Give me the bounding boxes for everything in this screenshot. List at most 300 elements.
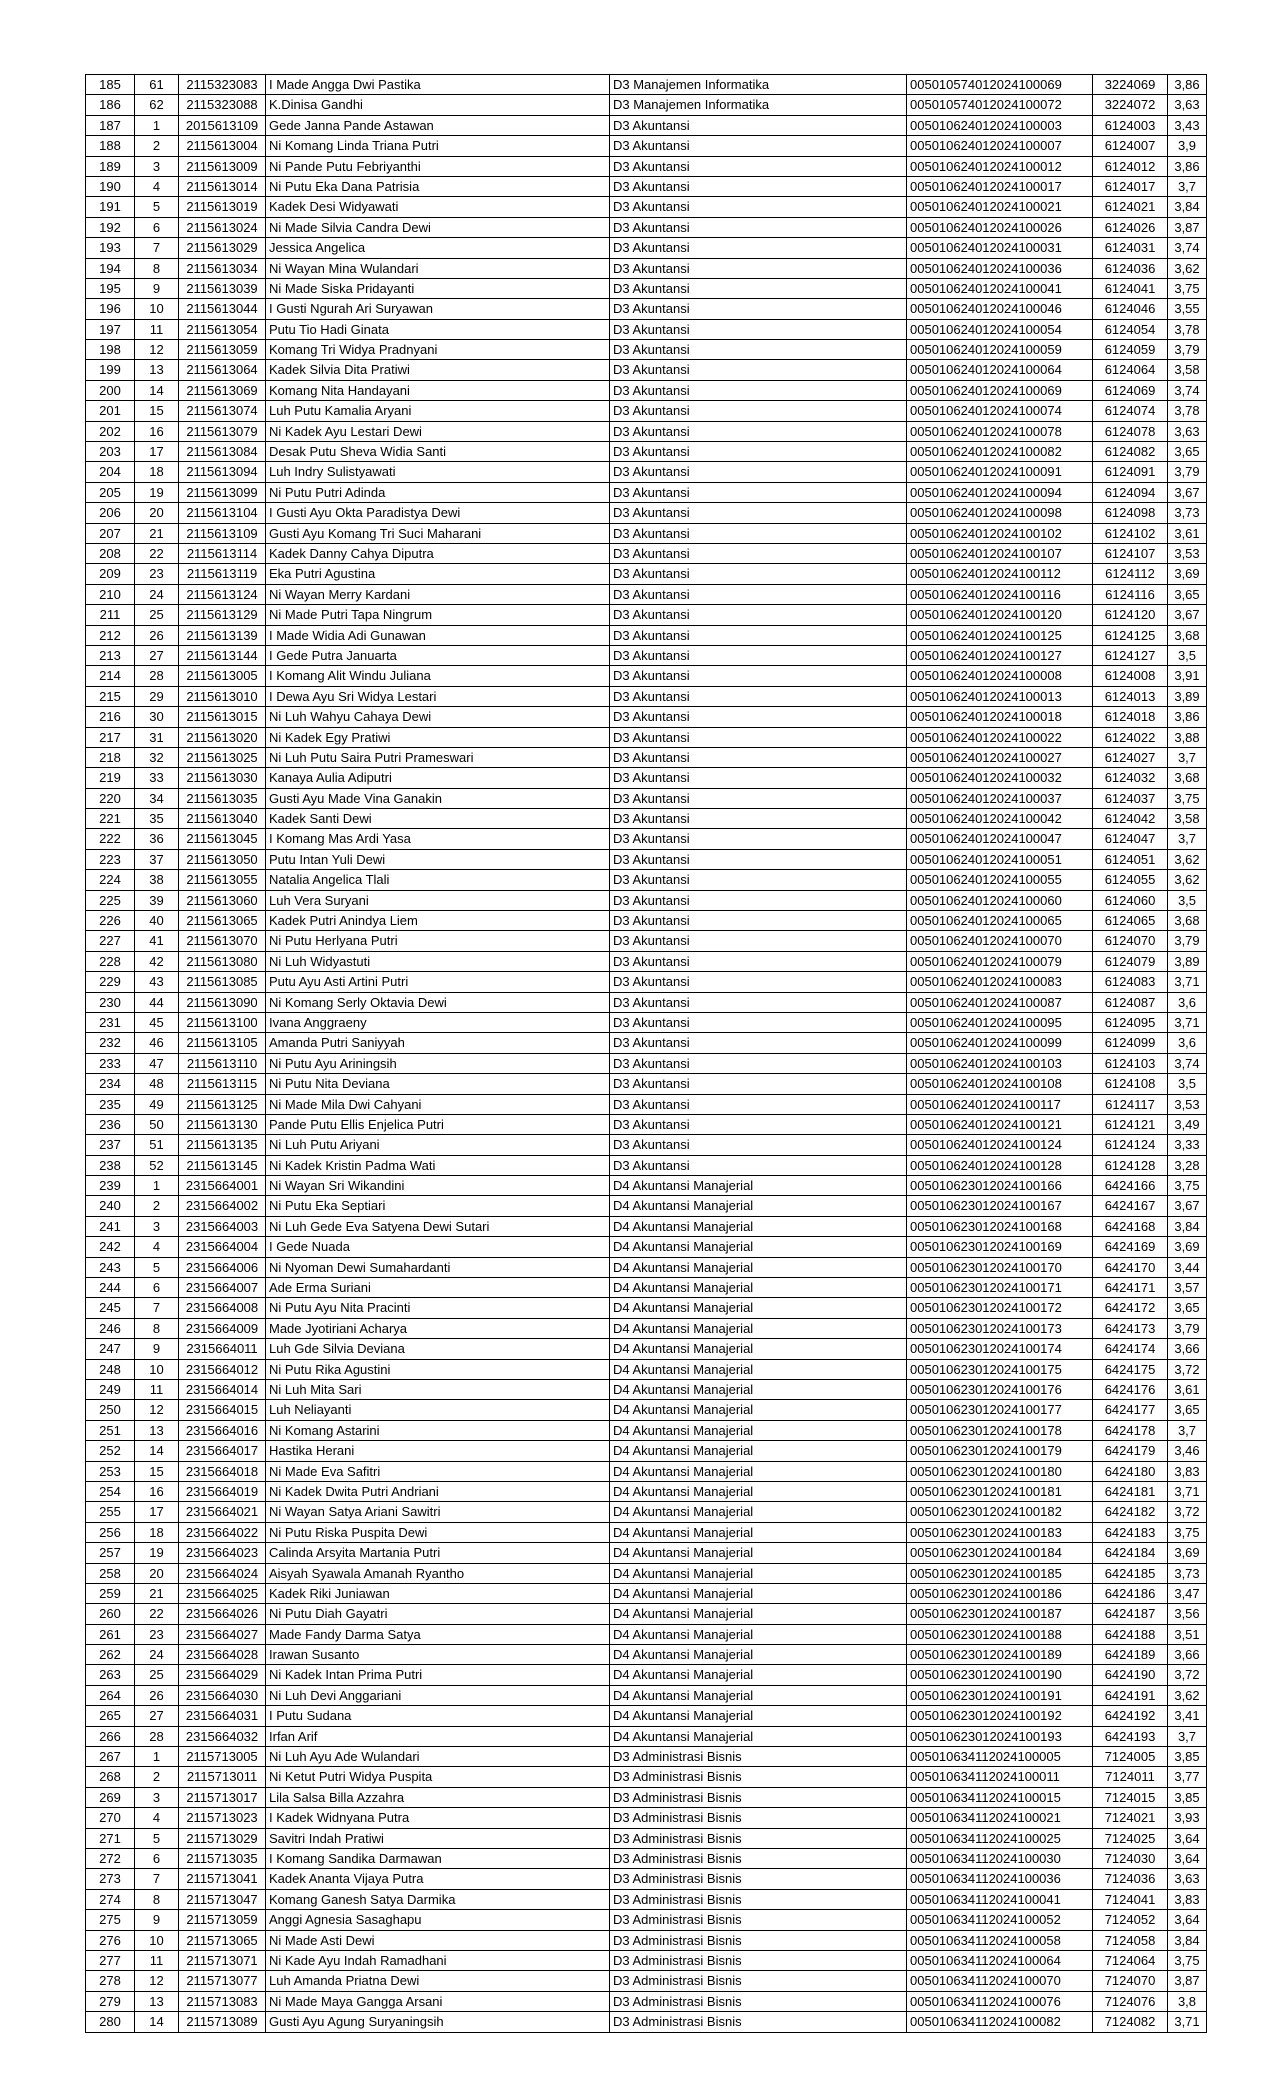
cell-student-id: 2115613114: [179, 544, 266, 564]
cell-student-name: Natalia Angelica Tlali: [266, 870, 610, 890]
table-row: [86, 911, 1207, 931]
table-row: [86, 952, 1207, 972]
cell-student-id: 2315664004: [179, 1237, 266, 1257]
cell-student-name: Ni Kade Ayu Indah Ramadhani: [266, 1951, 610, 1971]
cell-short-code: 6124079: [1093, 952, 1168, 972]
cell-short-code: 6424170: [1093, 1258, 1168, 1278]
cell-short-code: 6124099: [1093, 1033, 1168, 1053]
cell-student-id: 2315664017: [179, 1441, 266, 1461]
cell-short-code: 6124091: [1093, 462, 1168, 482]
cell-student-id: 2115713065: [179, 1931, 266, 1951]
table-row: [86, 1767, 1207, 1787]
cell-registration-number: 005010624012024100042: [907, 809, 1093, 829]
cell-student-id: 2115713011: [179, 1767, 266, 1787]
cell-program-row-number: 50: [135, 1115, 179, 1135]
cell-registration-number: 005010624012024100070: [907, 931, 1093, 951]
cell-row-number: 233: [86, 1054, 135, 1074]
cell-registration-number: 005010623012024100193: [907, 1727, 1093, 1747]
cell-student-id: 2115613070: [179, 931, 266, 951]
cell-registration-number: 005010634112024100041: [907, 1890, 1093, 1910]
cell-gpa: 3,84: [1168, 197, 1207, 217]
cell-student-name: Ni Luh Ayu Ade Wulandari: [266, 1747, 610, 1767]
cell-short-code: 7124011: [1093, 1767, 1168, 1787]
cell-gpa: 3,7: [1168, 1727, 1207, 1747]
cell-study-program: D4 Akuntansi Manajerial: [610, 1360, 907, 1380]
cell-gpa: 3,58: [1168, 360, 1207, 380]
cell-row-number: 236: [86, 1115, 135, 1135]
cell-gpa: 3,65: [1168, 1400, 1207, 1420]
cell-row-number: 243: [86, 1258, 135, 1278]
cell-student-id: 2115613039: [179, 279, 266, 299]
cell-study-program: D4 Akuntansi Manajerial: [610, 1645, 907, 1665]
table-row: [86, 1706, 1207, 1726]
cell-row-number: 200: [86, 381, 135, 401]
cell-study-program: D3 Akuntansi: [610, 728, 907, 748]
cell-gpa: 3,69: [1168, 1237, 1207, 1257]
cell-student-name: Gusti Ayu Made Vina Ganakin: [266, 789, 610, 809]
cell-short-code: 6124041: [1093, 279, 1168, 299]
cell-program-row-number: 11: [135, 1951, 179, 1971]
cell-gpa: 3,56: [1168, 1604, 1207, 1624]
cell-student-name: Luh Putu Kamalia Aryani: [266, 401, 610, 421]
cell-student-id: 2315664032: [179, 1727, 266, 1747]
table-row: [86, 1074, 1207, 1094]
cell-student-name: Ni Luh Devi Anggariani: [266, 1686, 610, 1706]
cell-student-name: I Made Widia Adi Gunawan: [266, 626, 610, 646]
cell-student-id: 2115613115: [179, 1074, 266, 1094]
cell-gpa: 3,71: [1168, 1013, 1207, 1033]
cell-registration-number: 005010624012024100117: [907, 1095, 1093, 1115]
cell-study-program: D4 Akuntansi Manajerial: [610, 1196, 907, 1216]
cell-student-name: Ni Putu Riska Puspita Dewi: [266, 1523, 610, 1543]
cell-student-id: 2115613020: [179, 728, 266, 748]
cell-study-program: D3 Manajemen Informatika: [610, 75, 907, 95]
table-row: [86, 809, 1207, 829]
cell-short-code: 7124052: [1093, 1910, 1168, 1930]
table-row: [86, 1829, 1207, 1849]
cell-registration-number: 005010624012024100022: [907, 728, 1093, 748]
cell-student-id: 2115613090: [179, 993, 266, 1013]
cell-registration-number: 005010624012024100121: [907, 1115, 1093, 1135]
cell-short-code: 6124012: [1093, 157, 1168, 177]
cell-study-program: D3 Akuntansi: [610, 789, 907, 809]
cell-gpa: 3,68: [1168, 626, 1207, 646]
table-row: [86, 768, 1207, 788]
cell-study-program: D3 Akuntansi: [610, 911, 907, 931]
cell-short-code: 3224069: [1093, 75, 1168, 95]
cell-gpa: 3,61: [1168, 1380, 1207, 1400]
cell-student-name: I Kadek Widnyana Putra: [266, 1808, 610, 1828]
cell-registration-number: 005010634112024100005: [907, 1747, 1093, 1767]
cell-program-row-number: 5: [135, 197, 179, 217]
cell-student-name: Kadek Ananta Vijaya Putra: [266, 1869, 610, 1889]
cell-registration-number: 005010623012024100188: [907, 1625, 1093, 1645]
cell-short-code: 6124120: [1093, 605, 1168, 625]
cell-student-name: Ni Made Siska Pridayanti: [266, 279, 610, 299]
cell-program-row-number: 16: [135, 422, 179, 442]
cell-row-number: 242: [86, 1237, 135, 1257]
cell-gpa: 3,66: [1168, 1339, 1207, 1359]
cell-registration-number: 005010634112024100052: [907, 1910, 1093, 1930]
cell-registration-number: 005010624012024100037: [907, 789, 1093, 809]
cell-study-program: D3 Akuntansi: [610, 666, 907, 686]
cell-short-code: 6424186: [1093, 1584, 1168, 1604]
cell-row-number: 232: [86, 1033, 135, 1053]
cell-registration-number: 005010623012024100170: [907, 1258, 1093, 1278]
cell-row-number: 239: [86, 1176, 135, 1196]
cell-gpa: 3,53: [1168, 544, 1207, 564]
cell-short-code: 6124070: [1093, 931, 1168, 951]
cell-registration-number: 005010623012024100169: [907, 1237, 1093, 1257]
cell-short-code: 6424175: [1093, 1360, 1168, 1380]
cell-student-id: 2115613139: [179, 626, 266, 646]
cell-short-code: 6124054: [1093, 320, 1168, 340]
cell-registration-number: 005010623012024100185: [907, 1564, 1093, 1584]
cell-gpa: 3,75: [1168, 789, 1207, 809]
cell-short-code: 6424167: [1093, 1196, 1168, 1216]
cell-registration-number: 005010624012024100060: [907, 891, 1093, 911]
cell-study-program: D3 Akuntansi: [610, 524, 907, 544]
cell-study-program: D3 Akuntansi: [610, 381, 907, 401]
cell-student-id: 2115613064: [179, 360, 266, 380]
table-row: [86, 1033, 1207, 1053]
cell-row-number: 219: [86, 768, 135, 788]
cell-registration-number: 005010623012024100186: [907, 1584, 1093, 1604]
cell-student-id: 2115613145: [179, 1156, 266, 1176]
cell-student-id: 2315664011: [179, 1339, 266, 1359]
cell-study-program: D3 Akuntansi: [610, 585, 907, 605]
cell-row-number: 208: [86, 544, 135, 564]
cell-student-name: K.Dinisa Gandhi: [266, 95, 610, 115]
cell-student-id: 2115613110: [179, 1054, 266, 1074]
cell-gpa: 3,7: [1168, 829, 1207, 849]
cell-row-number: 278: [86, 1971, 135, 1991]
cell-row-number: 248: [86, 1360, 135, 1380]
cell-student-name: Ni Kadek Intan Prima Putri: [266, 1665, 610, 1685]
table-row: [86, 1543, 1207, 1563]
student-table: [85, 74, 1207, 2033]
cell-registration-number: 005010624012024100051: [907, 850, 1093, 870]
cell-program-row-number: 26: [135, 626, 179, 646]
cell-gpa: 3,9: [1168, 136, 1207, 156]
cell-registration-number: 005010624012024100074: [907, 401, 1093, 421]
cell-registration-number: 005010624012024100055: [907, 870, 1093, 890]
cell-registration-number: 005010574012024100069: [907, 75, 1093, 95]
cell-short-code: 6424178: [1093, 1421, 1168, 1441]
cell-program-row-number: 13: [135, 1992, 179, 2012]
cell-program-row-number: 13: [135, 360, 179, 380]
table-row: [86, 1604, 1207, 1624]
cell-short-code: 6124022: [1093, 728, 1168, 748]
cell-row-number: 276: [86, 1931, 135, 1951]
cell-row-number: 263: [86, 1665, 135, 1685]
cell-row-number: 191: [86, 197, 135, 217]
cell-row-number: 279: [86, 1992, 135, 2012]
cell-study-program: D3 Akuntansi: [610, 1054, 907, 1074]
cell-gpa: 3,75: [1168, 1951, 1207, 1971]
cell-row-number: 246: [86, 1319, 135, 1339]
cell-short-code: 6124083: [1093, 972, 1168, 992]
cell-study-program: D3 Akuntansi: [610, 891, 907, 911]
cell-row-number: 267: [86, 1747, 135, 1767]
cell-study-program: D3 Administrasi Bisnis: [610, 1951, 907, 1971]
cell-student-name: Ni Made Silvia Candra Dewi: [266, 218, 610, 238]
cell-study-program: D3 Akuntansi: [610, 320, 907, 340]
table-row: [86, 1665, 1207, 1685]
table-row: [86, 401, 1207, 421]
cell-student-id: 2315664012: [179, 1360, 266, 1380]
cell-student-name: Putu Intan Yuli Dewi: [266, 850, 610, 870]
cell-short-code: 7124064: [1093, 1951, 1168, 1971]
cell-registration-number: 005010624012024100124: [907, 1135, 1093, 1155]
cell-registration-number: 005010624012024100046: [907, 299, 1093, 319]
cell-row-number: 213: [86, 646, 135, 666]
table-row: [86, 564, 1207, 584]
cell-row-number: 259: [86, 1584, 135, 1604]
cell-student-id: 2115613130: [179, 1115, 266, 1135]
cell-student-id: 2115613010: [179, 687, 266, 707]
cell-gpa: 3,8: [1168, 1992, 1207, 2012]
cell-gpa: 3,91: [1168, 666, 1207, 686]
cell-gpa: 3,63: [1168, 1869, 1207, 1889]
cell-gpa: 3,74: [1168, 238, 1207, 258]
cell-registration-number: 005010623012024100177: [907, 1400, 1093, 1420]
cell-gpa: 3,69: [1168, 1543, 1207, 1563]
cell-gpa: 3,51: [1168, 1625, 1207, 1645]
cell-row-number: 258: [86, 1564, 135, 1584]
cell-registration-number: 005010623012024100171: [907, 1278, 1093, 1298]
cell-short-code: 6424185: [1093, 1564, 1168, 1584]
cell-program-row-number: 6: [135, 218, 179, 238]
cell-study-program: D3 Akuntansi: [610, 768, 907, 788]
cell-row-number: 195: [86, 279, 135, 299]
cell-student-name: Putu Tio Hadi Ginata: [266, 320, 610, 340]
cell-study-program: D3 Akuntansi: [610, 299, 907, 319]
cell-short-code: 6424173: [1093, 1319, 1168, 1339]
cell-student-id: 2115613025: [179, 748, 266, 768]
table-row: [86, 1584, 1207, 1604]
table-row: [86, 891, 1207, 911]
cell-student-name: Kadek Santi Dewi: [266, 809, 610, 829]
cell-student-id: 2115613080: [179, 952, 266, 972]
cell-gpa: 3,65: [1168, 585, 1207, 605]
cell-row-number: 196: [86, 299, 135, 319]
cell-row-number: 231: [86, 1013, 135, 1033]
table-row: [86, 1217, 1207, 1237]
cell-student-name: Calinda Arsyita Martania Putri: [266, 1543, 610, 1563]
cell-program-row-number: 12: [135, 340, 179, 360]
cell-student-id: 2115613104: [179, 503, 266, 523]
cell-study-program: D4 Akuntansi Manajerial: [610, 1482, 907, 1502]
cell-registration-number: 005010624012024100116: [907, 585, 1093, 605]
cell-study-program: D3 Akuntansi: [610, 238, 907, 258]
cell-program-row-number: 47: [135, 1054, 179, 1074]
cell-program-row-number: 62: [135, 95, 179, 115]
cell-row-number: 255: [86, 1502, 135, 1522]
cell-gpa: 3,71: [1168, 2012, 1207, 2032]
cell-short-code: 6124051: [1093, 850, 1168, 870]
cell-student-id: 2115613060: [179, 891, 266, 911]
cell-registration-number: 005010624012024100069: [907, 381, 1093, 401]
cell-study-program: D3 Akuntansi: [610, 401, 907, 421]
cell-student-id: 2115613040: [179, 809, 266, 829]
cell-gpa: 3,83: [1168, 1462, 1207, 1482]
cell-row-number: 202: [86, 422, 135, 442]
cell-program-row-number: 9: [135, 1910, 179, 1930]
table-row: [86, 238, 1207, 258]
cell-study-program: D4 Akuntansi Manajerial: [610, 1564, 907, 1584]
cell-registration-number: 005010634112024100076: [907, 1992, 1093, 2012]
table-row: [86, 1258, 1207, 1278]
cell-program-row-number: 14: [135, 1441, 179, 1461]
cell-registration-number: 005010623012024100176: [907, 1380, 1093, 1400]
cell-registration-number: 005010634112024100082: [907, 2012, 1093, 2032]
cell-gpa: 3,89: [1168, 952, 1207, 972]
table-row: [86, 177, 1207, 197]
table-row: [86, 707, 1207, 727]
cell-row-number: 238: [86, 1156, 135, 1176]
cell-short-code: 6124124: [1093, 1135, 1168, 1155]
cell-registration-number: 005010634112024100015: [907, 1788, 1093, 1808]
cell-student-id: 2115323083: [179, 75, 266, 95]
cell-study-program: D3 Akuntansi: [610, 646, 907, 666]
cell-study-program: D3 Akuntansi: [610, 422, 907, 442]
table-row: [86, 503, 1207, 523]
cell-study-program: D3 Manajemen Informatika: [610, 95, 907, 115]
cell-short-code: 6124060: [1093, 891, 1168, 911]
cell-short-code: 6124017: [1093, 177, 1168, 197]
cell-short-code: 6424190: [1093, 1665, 1168, 1685]
cell-row-number: 280: [86, 2012, 135, 2032]
cell-registration-number: 005010624012024100120: [907, 605, 1093, 625]
cell-registration-number: 005010634112024100021: [907, 1808, 1093, 1828]
cell-study-program: D4 Akuntansi Manajerial: [610, 1584, 907, 1604]
cell-student-name: Kanaya Aulia Adiputri: [266, 768, 610, 788]
cell-gpa: 3,84: [1168, 1931, 1207, 1951]
cell-row-number: 277: [86, 1951, 135, 1971]
cell-row-number: 217: [86, 728, 135, 748]
cell-gpa: 3,84: [1168, 1217, 1207, 1237]
cell-registration-number: 005010624012024100098: [907, 503, 1093, 523]
cell-gpa: 3,75: [1168, 1523, 1207, 1543]
cell-study-program: D4 Akuntansi Manajerial: [610, 1706, 907, 1726]
cell-short-code: 6124112: [1093, 564, 1168, 584]
cell-study-program: D4 Akuntansi Manajerial: [610, 1421, 907, 1441]
cell-short-code: 6124042: [1093, 809, 1168, 829]
table-row: [86, 259, 1207, 279]
cell-gpa: 3,77: [1168, 1767, 1207, 1787]
cell-student-id: 2315664024: [179, 1564, 266, 1584]
cell-short-code: 6124008: [1093, 666, 1168, 686]
cell-registration-number: 005010623012024100179: [907, 1441, 1093, 1461]
cell-program-row-number: 45: [135, 1013, 179, 1033]
cell-study-program: D3 Administrasi Bisnis: [610, 2012, 907, 2032]
cell-study-program: D3 Administrasi Bisnis: [610, 1808, 907, 1828]
cell-row-number: 229: [86, 972, 135, 992]
cell-student-name: Ni Luh Widyastuti: [266, 952, 610, 972]
cell-program-row-number: 2: [135, 1196, 179, 1216]
cell-program-row-number: 9: [135, 279, 179, 299]
cell-student-name: Ni Kadek Egy Pratiwi: [266, 728, 610, 748]
cell-gpa: 3,86: [1168, 75, 1207, 95]
cell-program-row-number: 2: [135, 1767, 179, 1787]
table-row: [86, 1625, 1207, 1645]
table-row: [86, 972, 1207, 992]
cell-gpa: 3,78: [1168, 401, 1207, 421]
cell-program-row-number: 38: [135, 870, 179, 890]
table-row: [86, 299, 1207, 319]
cell-study-program: D3 Akuntansi: [610, 972, 907, 992]
cell-short-code: 6124128: [1093, 1156, 1168, 1176]
cell-registration-number: 005010624012024100018: [907, 707, 1093, 727]
cell-study-program: D3 Akuntansi: [610, 136, 907, 156]
cell-registration-number: 005010624012024100013: [907, 687, 1093, 707]
cell-study-program: D3 Akuntansi: [610, 564, 907, 584]
cell-student-id: 2115613119: [179, 564, 266, 584]
cell-student-id: 2115613044: [179, 299, 266, 319]
cell-short-code: 6124021: [1093, 197, 1168, 217]
table-row: [86, 626, 1207, 646]
cell-program-row-number: 29: [135, 687, 179, 707]
cell-row-number: 227: [86, 931, 135, 951]
cell-short-code: 6124087: [1093, 993, 1168, 1013]
cell-student-name: Ni Made Eva Safitri: [266, 1462, 610, 1482]
cell-study-program: D4 Akuntansi Manajerial: [610, 1686, 907, 1706]
cell-study-program: D3 Akuntansi: [610, 503, 907, 523]
cell-row-number: 218: [86, 748, 135, 768]
cell-gpa: 3,53: [1168, 1095, 1207, 1115]
table-row: [86, 1441, 1207, 1461]
table-row: [86, 646, 1207, 666]
cell-gpa: 3,7: [1168, 748, 1207, 768]
cell-program-row-number: 1: [135, 1747, 179, 1767]
table-row: [86, 931, 1207, 951]
cell-row-number: 215: [86, 687, 135, 707]
cell-row-number: 240: [86, 1196, 135, 1216]
cell-student-name: Pande Putu Ellis Enjelica Putri: [266, 1115, 610, 1135]
cell-student-name: Gusti Ayu Komang Tri Suci Maharani: [266, 524, 610, 544]
cell-row-number: 205: [86, 483, 135, 503]
cell-short-code: 7124082: [1093, 2012, 1168, 2032]
table-row: [86, 1727, 1207, 1747]
cell-study-program: D4 Akuntansi Manajerial: [610, 1176, 907, 1196]
table-row: [86, 1992, 1207, 2012]
cell-row-number: 223: [86, 850, 135, 870]
cell-program-row-number: 15: [135, 1462, 179, 1482]
cell-gpa: 3,63: [1168, 422, 1207, 442]
cell-program-row-number: 7: [135, 238, 179, 258]
cell-student-name: Ni Putu Ayu Ariningsih: [266, 1054, 610, 1074]
cell-registration-number: 005010623012024100181: [907, 1482, 1093, 1502]
cell-registration-number: 005010623012024100174: [907, 1339, 1093, 1359]
cell-gpa: 3,43: [1168, 116, 1207, 136]
cell-student-id: 2115613085: [179, 972, 266, 992]
cell-gpa: 3,5: [1168, 646, 1207, 666]
cell-row-number: 220: [86, 789, 135, 809]
cell-study-program: D3 Akuntansi: [610, 952, 907, 972]
cell-program-row-number: 20: [135, 503, 179, 523]
cell-registration-number: 005010624012024100127: [907, 646, 1093, 666]
table-row: [86, 1380, 1207, 1400]
cell-row-number: 199: [86, 360, 135, 380]
cell-student-name: Ni Komang Astarini: [266, 1421, 610, 1441]
cell-row-number: 247: [86, 1339, 135, 1359]
cell-registration-number: 005010623012024100167: [907, 1196, 1093, 1216]
cell-program-row-number: 40: [135, 911, 179, 931]
cell-short-code: 6424189: [1093, 1645, 1168, 1665]
cell-student-name: Ni Kadek Ayu Lestari Dewi: [266, 422, 610, 442]
cell-row-number: 190: [86, 177, 135, 197]
